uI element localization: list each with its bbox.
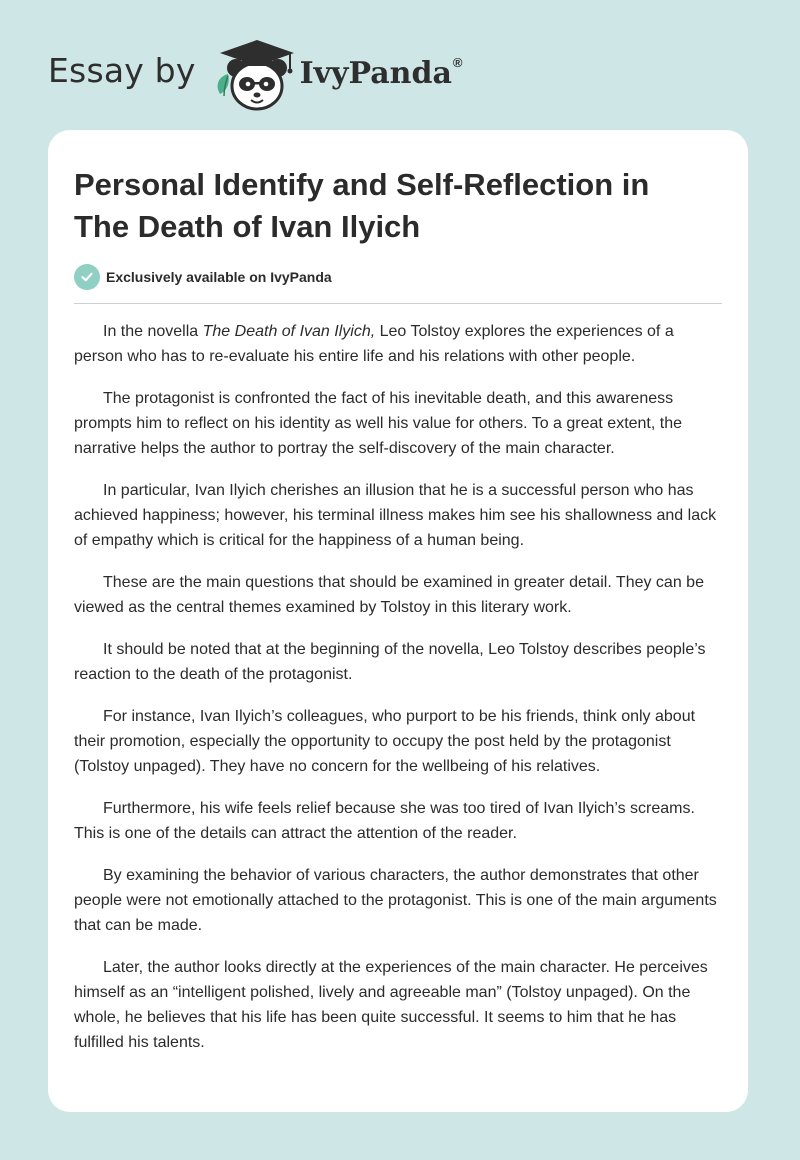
paragraph: The protagonist is confronted the fact of his inevitable death, and this awareness prompts him to reflect on his identity as well his value for others. To a great extent, the narrative helps the author to portray the self-discovery of the main character. bbox=[74, 390, 683, 457]
site-header bbox=[48, 36, 462, 112]
check-icon bbox=[74, 264, 100, 290]
trademark-symbol: ® bbox=[452, 55, 463, 70]
paragraph: It should be noted that at the beginning of the novella, Leo Tolstoy describes people’s reaction to the death of the protagonist. bbox=[74, 641, 706, 683]
essay-by-label: Essay by bbox=[48, 50, 196, 90]
paragraph: In particular, Ivan Ilyich cherishes an illusion that he is a successful person who has achieved happiness; however, his terminal illness makes him see his shallowness and lack of empathy which is critical for the happiness of a human being. bbox=[74, 482, 717, 549]
brand-name[interactable]: IvyPanda® bbox=[299, 55, 463, 91]
badge-label: Exclusively available on IvyPanda bbox=[106, 269, 332, 285]
panda-logo-icon[interactable] bbox=[210, 36, 298, 112]
essay-body bbox=[74, 319, 724, 1072]
paragraph: Furthermore, his wife feels relief because she was too tired of Ivan Ilyich’s screams. This is one of the details can attract the attention of the reader. bbox=[74, 800, 695, 842]
essay-card bbox=[48, 130, 748, 1112]
paragraph: Later, the author looks directly at the experiences of the main character. He perceives himself as an “intelligent polished, lively and agreeable man” (Tolstoy unpaged). On the whole, he believes that his life has been quite successful. It seems to him that he has fulfilled his talents. bbox=[74, 959, 708, 1051]
divider bbox=[74, 303, 722, 304]
paragraph: In the novella The Death of Ivan Ilyich, Leo Tolstoy explores the experiences of a person who has to re-evaluate his entire life and his relations with other people. bbox=[74, 323, 674, 365]
page-title: Personal Identify and Self-Reflection in The Death of Ivan Ilyich bbox=[74, 167, 650, 244]
paragraph: By examining the behavior of various characters, the author demonstrates that other people were not emotionally attached to the protagonist. This is one of the main arguments that can be made. bbox=[74, 867, 717, 934]
paragraph: These are the main questions that should be examined in greater detail. They can be viewed as the central themes examined by Tolstoy in this literary work. bbox=[74, 574, 704, 616]
exclusive-badge bbox=[74, 264, 332, 290]
paragraph: For instance, Ivan Ilyich’s colleagues, who purport to be his friends, think only about their promotion, especially the opportunity to occupy the post held by the protagonist (Tolstoy unpaged). They have no concern for the wellbeing of his relatives. bbox=[74, 708, 696, 775]
